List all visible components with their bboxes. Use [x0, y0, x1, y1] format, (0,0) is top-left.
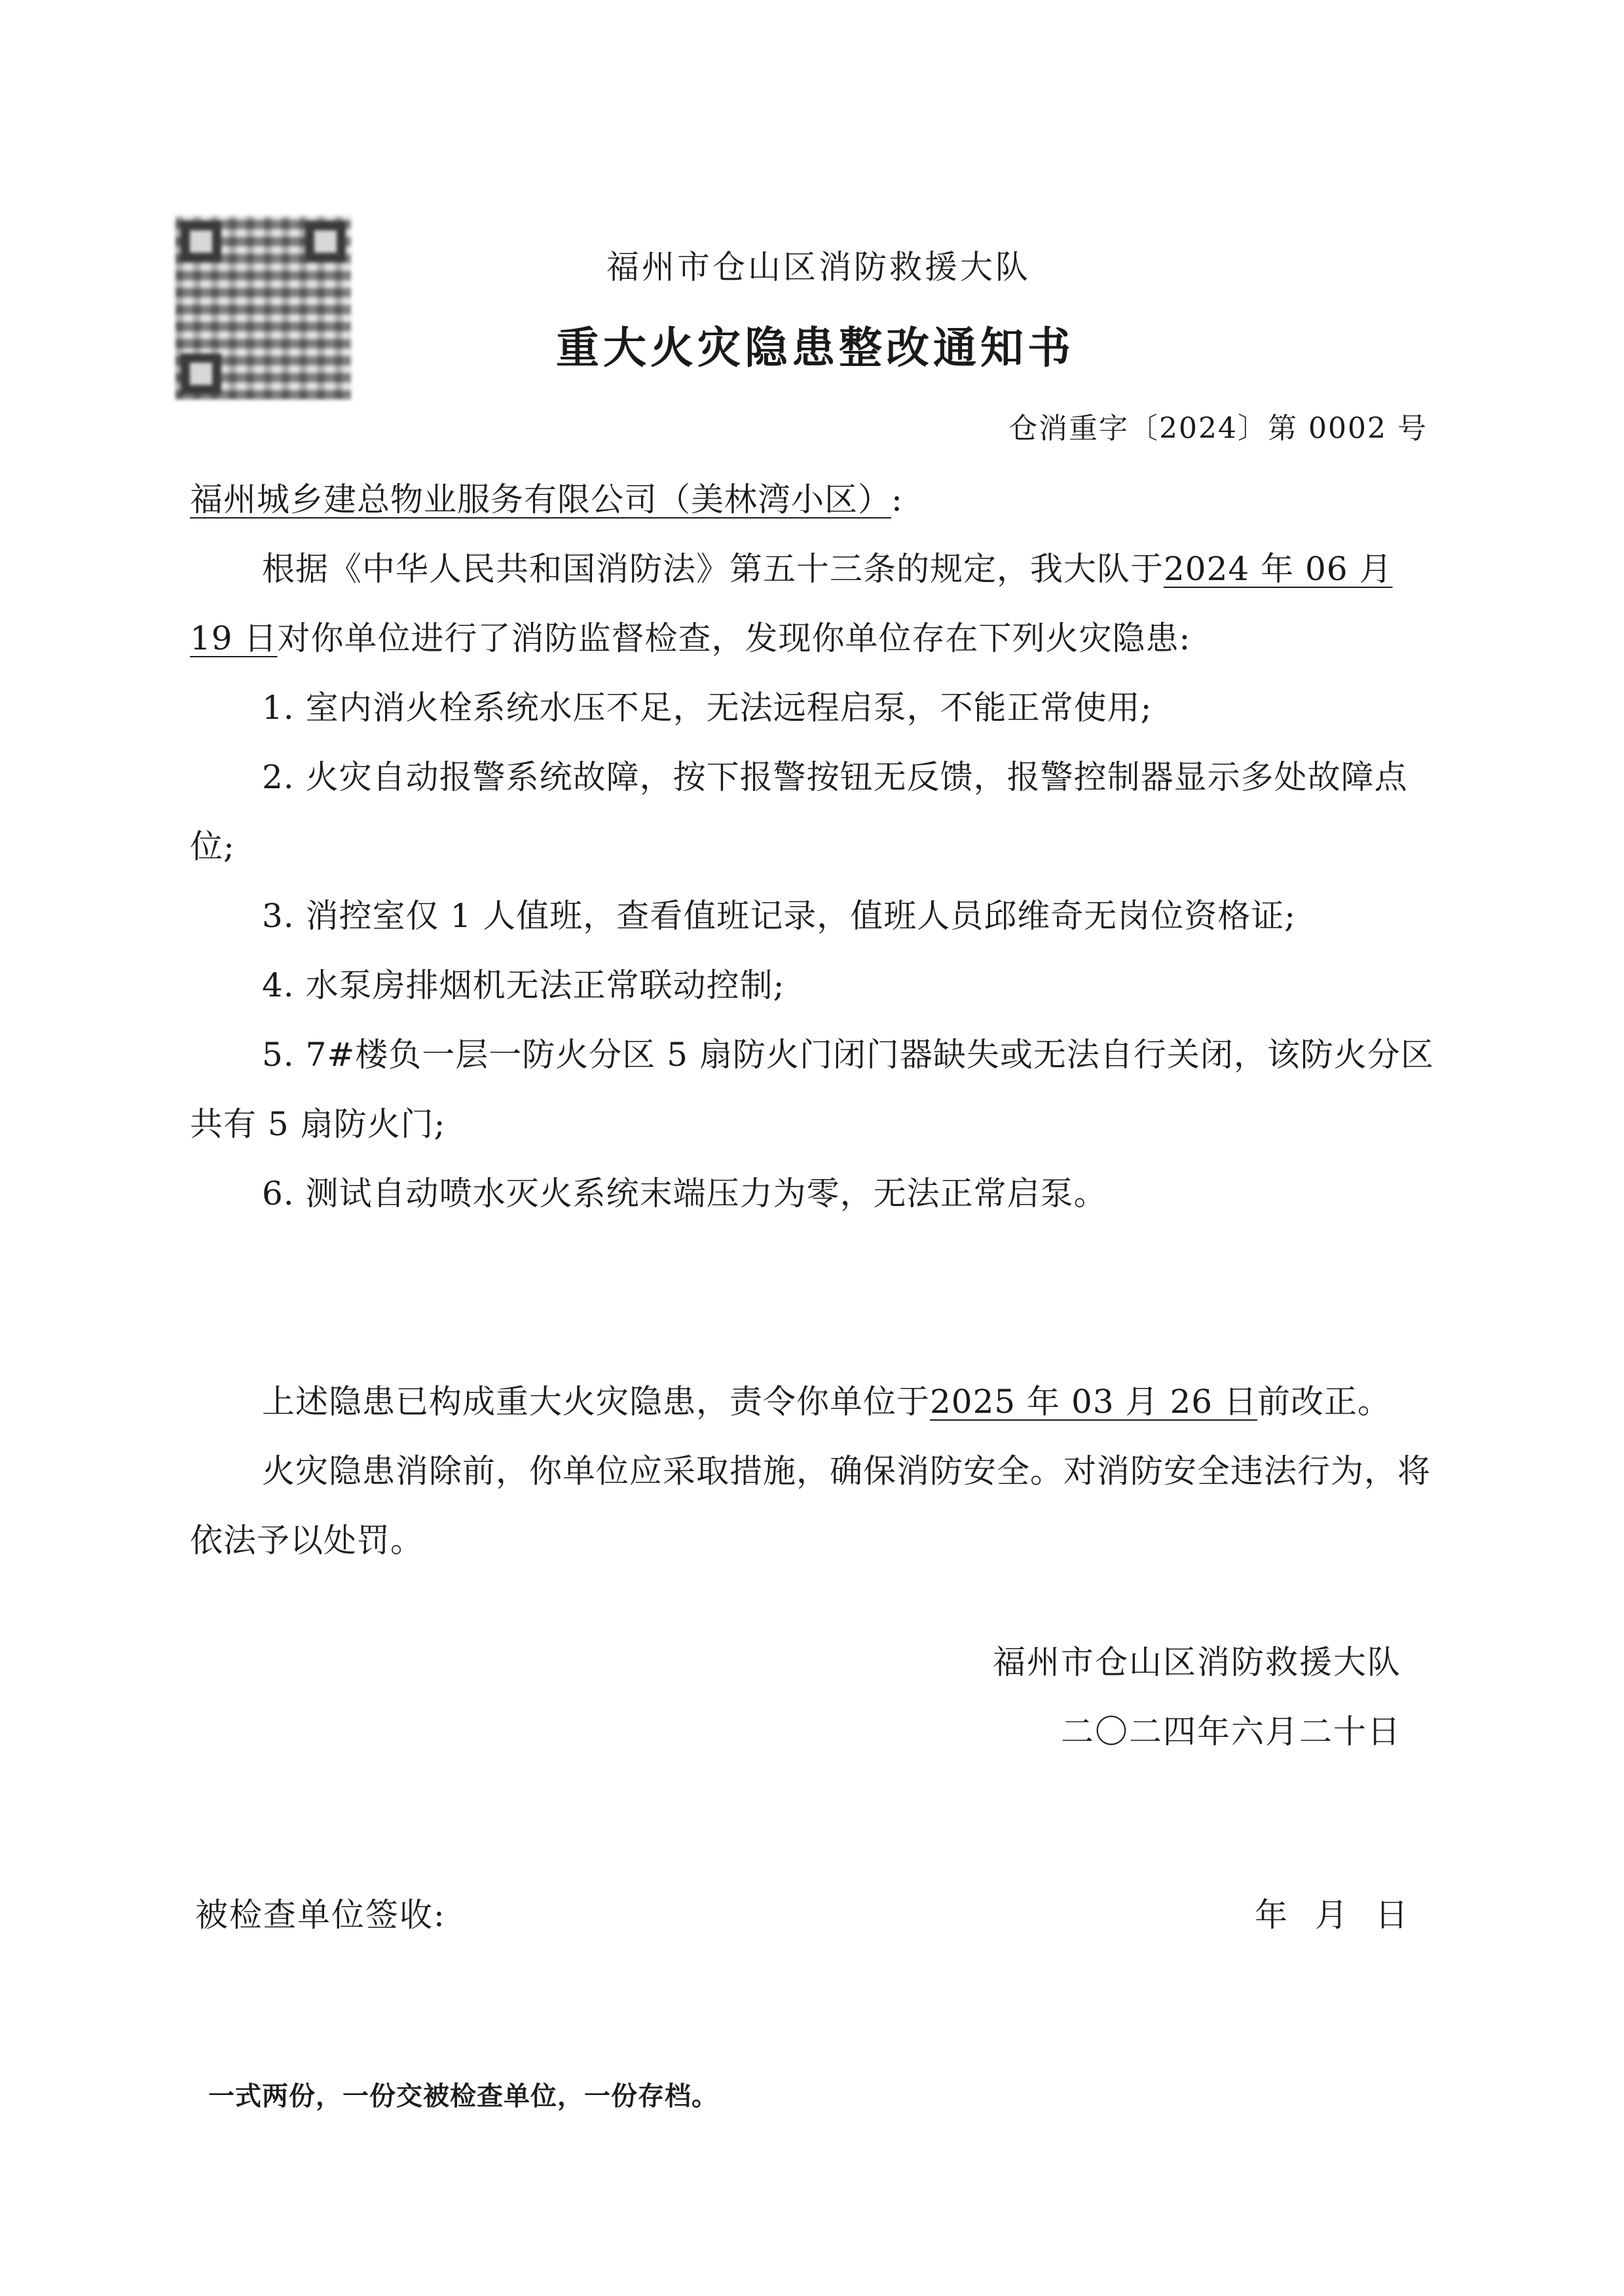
hazard-item-5: 5. 7#楼负一层一防火分区 5 扇防火门闭门器缺失或无法自行关闭，该防火分区共有 5 扇防火门;	[190, 1036, 1434, 1143]
conclusion-paragraph	[190, 1367, 1434, 1436]
hazard-item-6: 6. 测试自动喷水灭火系统末端压力为零，无法正常启泵。	[262, 1175, 1107, 1212]
warning-paragraph: 火灾隐患消除前，你单位应采取措施，确保消防安全。对消防安全违法行为，将依法予以处罚。	[190, 1452, 1431, 1559]
intro-text-1: 根据《中华人民共和国消防法》第五十三条的规定，我大队于	[262, 550, 1164, 588]
notice-body	[190, 465, 1434, 1575]
conclusion-text-2: 前改正。	[1257, 1383, 1391, 1421]
recipient-name: 福州城乡建总物业服务有限公司（美林湾小区）	[190, 481, 891, 519]
receipt-year: 年	[1255, 1896, 1287, 1934]
intro-text-2: 对你单位进行了消防监督检查，发现你单位存在下列火灾隐患:	[277, 619, 1191, 657]
receipt-day: 日	[1375, 1896, 1408, 1934]
recipient-line	[190, 465, 1434, 534]
recipient-colon: :	[891, 481, 903, 519]
agency-header: 福州市仓山区消防救援大队	[606, 248, 1031, 286]
receipt-label: 被检查单位签收:	[195, 1896, 446, 1934]
signing-date: 二〇二四年六月二十日	[1061, 1713, 1401, 1751]
document-title: 重大火灾隐患整改通知书	[556, 323, 1075, 373]
rectification-deadline: 2025 年 03 月 26 日	[930, 1383, 1257, 1421]
hazard-item-1: 1. 室内消火栓系统水压不足，无法远程启泵，不能正常使用;	[262, 689, 1153, 727]
signature-block	[993, 1628, 1401, 1766]
hazard-item-4: 4. 水泵房排烟机无法正常联动控制;	[262, 966, 785, 1004]
signing-agency: 福州市仓山区消防救援大队	[993, 1643, 1401, 1681]
receipt-date-blanks	[1227, 1889, 1408, 1936]
inspection-date: 2024 年 06 月 19 日	[190, 550, 1393, 657]
receipt-month: 月	[1315, 1896, 1348, 1934]
hazard-item-3: 3. 消控室仅 1 人值班，查看值班记录，值班人员邱维奇无岗位资格证;	[262, 897, 1297, 935]
hazard-item-2: 2. 火灾自动报警系统故障，按下报警按钮无反馈，报警控制器显示多处故障点位;	[190, 758, 1408, 866]
spacer	[190, 1228, 1434, 1367]
conclusion-text-1: 上述隐患已构成重大火灾隐患，责令你单位于	[262, 1383, 930, 1421]
document-number: 仓消重字〔2024〕第 0002 号	[1008, 412, 1428, 445]
copies-note: 一式两份，一份交被检查单位，一份存档。	[208, 2081, 718, 2111]
intro-paragraph	[190, 534, 1434, 673]
